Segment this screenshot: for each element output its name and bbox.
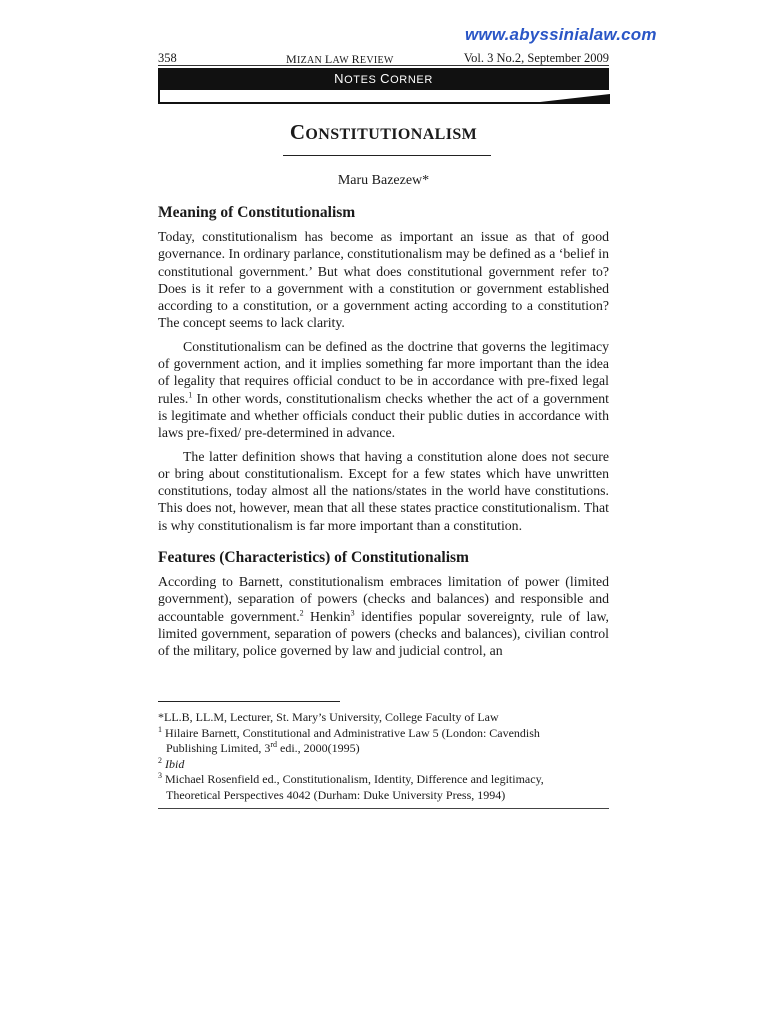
journal-name: MIZAN LAW REVIEW — [286, 52, 394, 66]
header-rule — [158, 65, 609, 66]
banner-wedge — [540, 94, 610, 104]
section-banner: NOTES CORNER — [158, 68, 609, 90]
footnote-ref[interactable]: 1 — [188, 390, 193, 400]
footnote-author: *LL.B, LL.M, Lecturer, St. Mary’s University, College Faculty of Law — [158, 710, 499, 724]
page-number: 358 — [158, 51, 177, 65]
article-title: CONSTITUTIONALISM — [289, 120, 478, 144]
paragraph: According to Barnett, constitutionalism embraces limitation of power (limited government), separation of powers (checks and balances) and responsible and accountable government.$^2$ Henkin$^3$ identifies popular sovereignty, rule of law, limited government, separation of powers (checks and balances), civilian control of the military, police governed by law and judicial control, an — [158, 574, 609, 659]
footnotes — [158, 710, 609, 803]
footnote-ref[interactable]: 3 — [350, 608, 355, 618]
author-name: Maru Bazezew* — [337, 173, 430, 188]
watermark-url[interactable]: www.abyssinialaw.com — [465, 25, 657, 44]
footnote-1: $^1$ Hilaire Barnett, Constitutional and Administrative Law 5 (London: Cavendish — [158, 724, 540, 740]
section-heading-features: Features (Characteristics) of Constitutionalism — [158, 549, 469, 567]
paragraph: Today, constitutionalism has become as important an issue as that of good governance. In ordinary parlance, constitutionalism may be defined as a ‘belief in constitutional government.’ But what does constitutional government refer to? Does is it refer to a government with a constitution or government established according to a constitution, or a government acting according to a constitution? The concept seems to lack clarity. — [158, 229, 609, 331]
paragraph: Constitutionalism can be defined as the doctrine that governs the legitimacy of government action, and it implies something far more important than the idea of legality that requires official conduct to be in accordance with pre-fixed legal rules.$^1$ In other words, constitutionalism checks whether the act of a government is legitimate and whether officials conduct their public duties in accordance with laws pre-fixed/ pre-determined in advance. — [158, 338, 609, 441]
title-underline — [283, 155, 491, 156]
paragraph: The latter definition shows that having a constitution alone does not secure or bring about constitutionalism. Except for a few states which have unwritten constitutions, today almost all the nations/states in the world have constitutions. This does not, however, mean that all these states practice constitutionalism. That is why constitutionalism is far more important than a constitution. — [158, 448, 609, 533]
footnote-3: $^3$ Michael Rosenfield ed., Constitutionalism, Identity, Difference and legitimacy, — [158, 771, 544, 786]
section-heading-meaning: Meaning of Constitutionalism — [158, 204, 356, 221]
article-body — [158, 203, 609, 666]
volume-info: Vol. 3 No.2, September 2009 — [463, 51, 609, 65]
footnote-2: $^2$ Ibid — [158, 755, 185, 771]
footnote-ref[interactable]: 2 — [299, 608, 304, 618]
footnote-separator — [158, 701, 340, 702]
running-header — [158, 51, 609, 65]
page-bottom-rule — [158, 808, 609, 809]
footnote-3-continued: Theoretical Perspectives 4042 (Durham: Duke University Press, 1994) — [166, 787, 506, 802]
footnote-1-continued: Publishing Limited, 3rd edi., 2000(1995) — [166, 740, 360, 755]
